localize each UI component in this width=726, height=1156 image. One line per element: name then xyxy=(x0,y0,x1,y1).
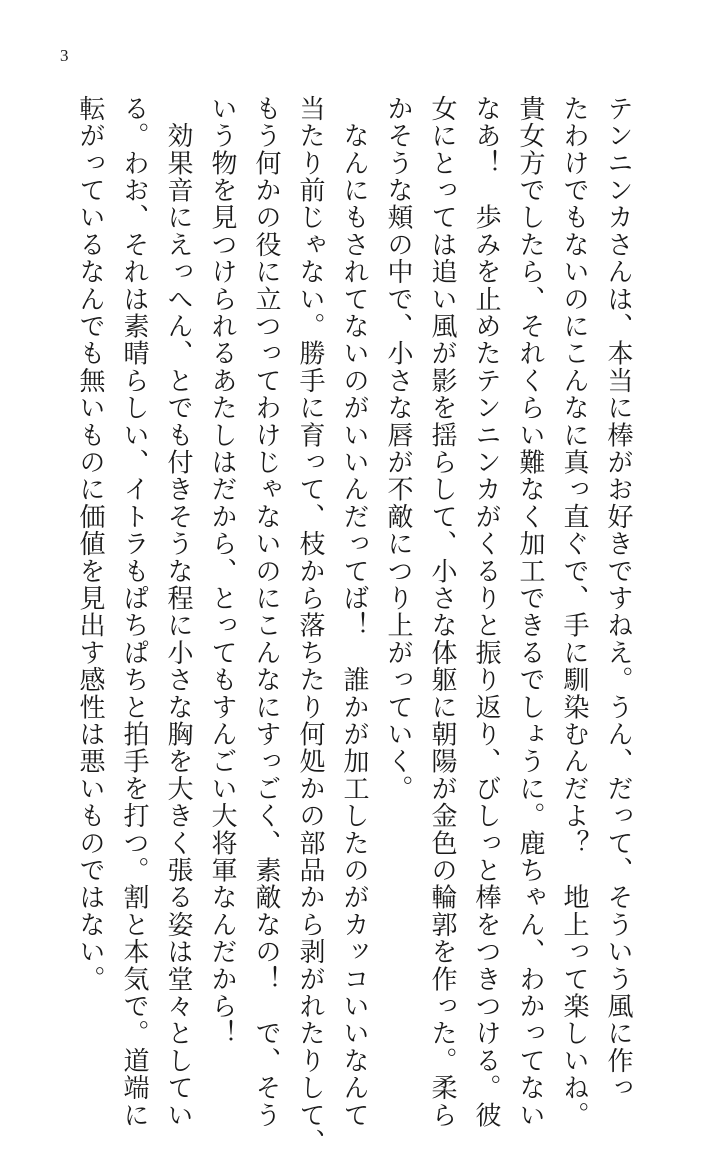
text-line: 当たり前じゃない。勝手に育って、枝から落ちたり何処かの部品から剥がれたりして、 xyxy=(295,95,325,1156)
text-line: なんにもされてないのがいいんだってば！ 誰かが加工したのがカッコいいなんて xyxy=(339,95,369,1129)
page-number: 3 xyxy=(60,46,69,65)
text-line: テンニンカさんは、本当に棒がお好きですねえ。うん、だって、そういう風に作っ xyxy=(603,95,633,1102)
text-line: る。わお、それは素晴らしい、イトラもぱちぱちと拍手を打つ。割と本気で。道端に xyxy=(119,95,149,1129)
text-line: なあ！ 歩みを止めたテンニンカがくるりと振り返り、びしっと棒をつきつける。彼 xyxy=(471,95,501,1129)
text-line: たわけでもないのにこんなに真っ直ぐで、手に馴染むんだよ？ 地上って楽しいね。 xyxy=(559,95,589,1129)
text-line: もう何かの役に立つってわけじゃないのにこんなにすっごく、素敵なの！ で、そう xyxy=(251,95,281,1129)
text-line: いう物を見つけられるあたしはだから、とってもすんごい大将軍なんだから！ xyxy=(207,95,237,1047)
body-text xyxy=(68,95,640,1156)
text-line: 女にとっては追い風が影を揺らして、小さな体躯に朝陽が金色の輪郭を作った。柔ら xyxy=(427,95,457,1129)
text-line: 貴女方でしたら、それくらい難なく加工できるでしょうに。鹿ちゃん、わかってない xyxy=(515,95,545,1129)
text-line: 転がっているなんでも無いものに価値を見出す感性は悪いものではない。 xyxy=(75,95,105,993)
text-line: かそうな頬の中で、小さな唇が不敵につり上がっていく。 xyxy=(383,95,413,803)
text-line: 効果音にえっへん、とでも付きそうな程に小さな胸を大きく張る姿は堂々としてい xyxy=(163,95,193,1129)
